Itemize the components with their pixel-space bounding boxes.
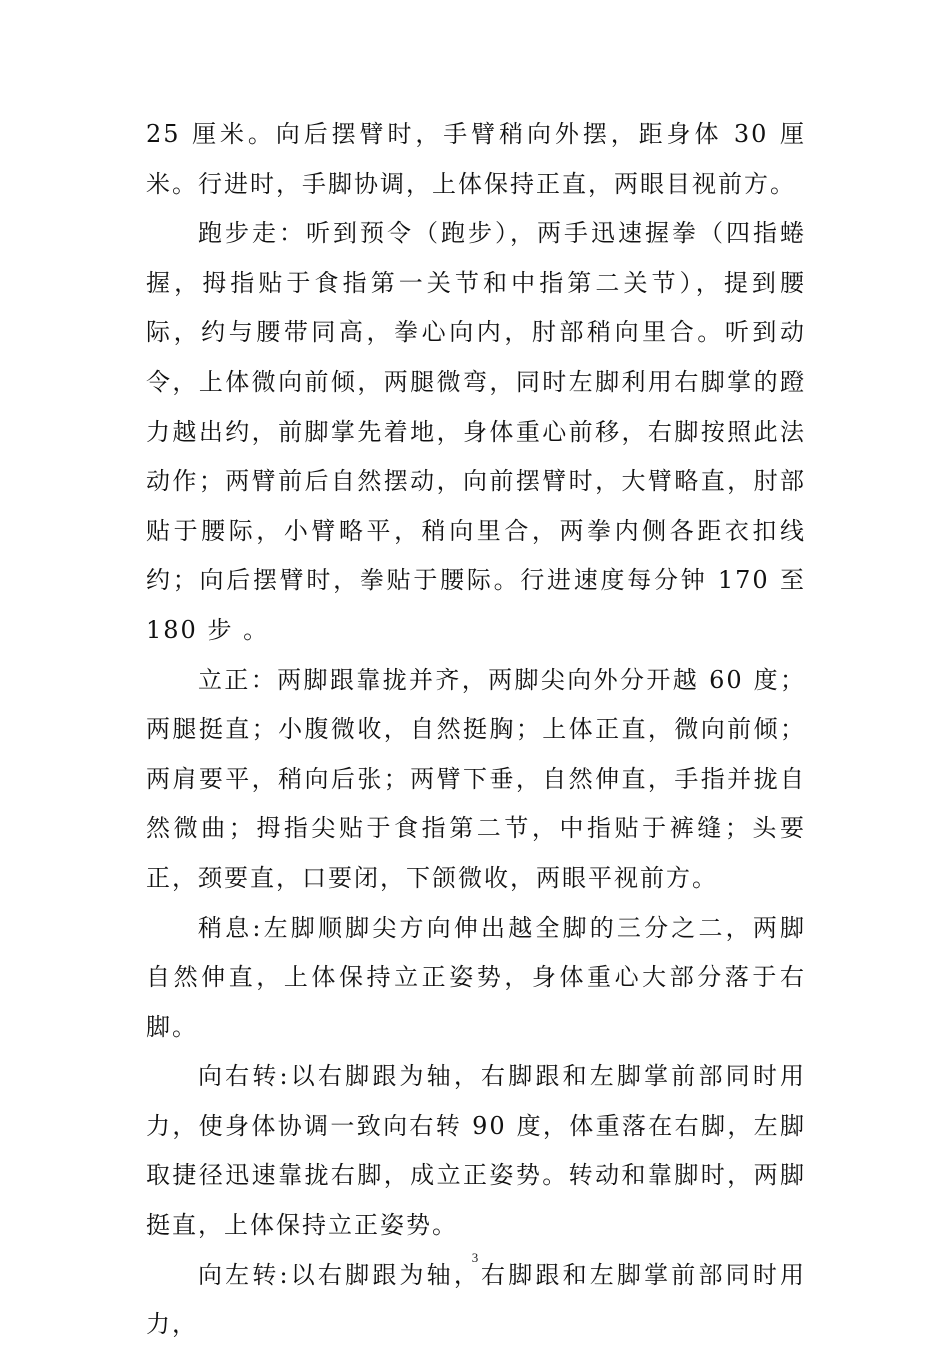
paragraph-right-face: 向右转:以右脚跟为轴，右脚跟和左脚掌前部同时用力，使身体协调一致向右转 90 度，体重落在右脚，左脚取捷径迅速靠拢右脚，成立正姿势。转动和靠脚时，两脚挺直，上体保持立正姿势。 — [146, 1062, 806, 1240]
paragraph-left-face: 向左转:以右脚跟为轴，右脚跟和左脚掌前部同时用力， — [146, 1260, 806, 1339]
body-text — [146, 110, 806, 1350]
page-number: 3 — [471, 1250, 479, 1265]
paragraph-at-ease: 稍息:左脚顺脚尖方向伸出越全脚的三分之二，两脚自然伸直，上体保持立正姿势，身体重心大部分落于右脚。 — [146, 913, 806, 1041]
paragraph-walk-continuation: 25 厘米。向后摆臂时，手臂稍向外摆，距身体 30 厘米。行进时，手脚协调，上体保持正直，两眼目视前方。 — [146, 120, 806, 198]
paragraph-double-time-march: 跑步走：听到预令（跑步），两手迅速握拳（四指蜷握，拇指贴于食指第一关节和中指第二关节），提到腰际，约与腰带同高，拳心向内，肘部稍向里合。听到动令，上体微向前倾，两腿微弯，同时左脚利用右脚掌的蹬力越出约，前脚掌先着地，身体重心前移，右脚按照此法动作；两臂前后自然摆动，向前摆臂时，大臂略直，肘部贴于腰际，小臂略平，稍向里合，两拳内侧各距衣扣线约；向后摆臂时，拳贴于腰际。行进速度每分钟 170 至 180 步 。 — [146, 219, 806, 644]
paragraph-attention: 立正：两脚跟靠拢并齐，两脚尖向外分开越 60 度；两腿挺直；小腹微收，自然挺胸；上体正直，微向前倾；两肩要平，稍向后张；两臂下垂，自然伸直，手指并拢自然微曲；拇指尖贴于食指第二节，中指贴于裤缝；头要正，颈要直，口要闭，下颌微收，两眼平视前方。 — [146, 665, 806, 892]
